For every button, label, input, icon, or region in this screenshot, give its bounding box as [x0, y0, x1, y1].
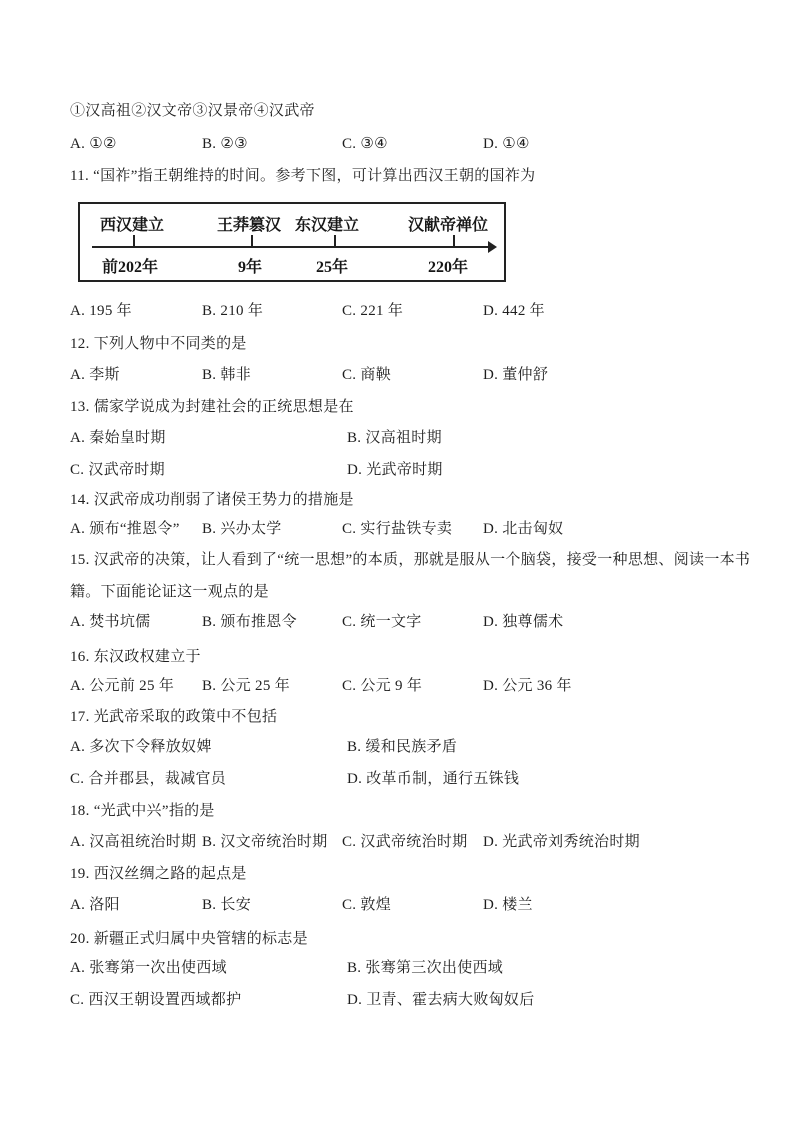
question-13-options-row-2 — [0, 460, 793, 484]
timeline-diagram — [78, 202, 506, 282]
question-16-options-row — [0, 676, 793, 700]
question-10-options-row — [0, 134, 793, 158]
question-13-option-a: A. 秦始皇时期 — [70, 430, 166, 446]
question-20-options-row-2 — [0, 990, 793, 1014]
question-18-options-row — [0, 832, 793, 856]
question-14-options-row — [0, 519, 793, 543]
question-14-option-a: A. 颁布“推恩令” — [70, 521, 180, 537]
question-17-option-b: B. 缓和民族矛盾 — [347, 739, 458, 755]
question-12-option-d: D. 董仲舒 — [483, 367, 549, 383]
question-20-stem: 20. 新疆正式归属中央管辖的标志是 — [70, 931, 308, 947]
question-12-option-c: C. 商鞅 — [342, 367, 392, 383]
question-13-option-c: C. 汉武帝时期 — [70, 462, 165, 478]
timeline-event-label: 西汉建立 — [100, 217, 165, 234]
question-18-option-d: D. 光武帝刘秀统治时期 — [483, 834, 640, 850]
question-12-options-row — [0, 365, 793, 389]
question-11-options-row — [0, 301, 793, 325]
question-14-option-b: B. 兴办太学 — [202, 521, 282, 537]
question-19-option-c: C. 敦煌 — [342, 897, 392, 913]
question-19-option-a: A. 洛阳 — [70, 897, 120, 913]
question-12-option-b: B. 韩非 — [202, 367, 252, 383]
question-14-stem: 14. 汉武帝成功削弱了诸侯王势力的措施是 — [70, 492, 354, 508]
timeline-arrowhead-icon — [488, 241, 497, 253]
question-16-option-b: B. 公元 25 年 — [202, 678, 291, 694]
question-18-stem: 18. “光武中兴”指的是 — [70, 803, 215, 819]
timeline-tick — [453, 235, 455, 247]
question-15-options-row — [0, 612, 793, 636]
question-14-stem-row — [0, 490, 793, 514]
question-16-option-d: D. 公元 36 年 — [483, 678, 572, 694]
question-10-option-d: D. ①④ — [483, 136, 530, 152]
question-15-stem-line2: 籍。下面能论证这一观点的是 — [70, 584, 269, 600]
question-20-stem-row — [0, 929, 793, 953]
question-15-option-d: D. 独尊儒术 — [483, 614, 564, 630]
timeline-event-year: 前202年 — [102, 259, 159, 276]
question-11-option-a: A. 195 年 — [70, 303, 132, 319]
question-11-option-d: D. 442 年 — [483, 303, 545, 319]
question-18-option-b: B. 汉文帝统治时期 — [202, 834, 328, 850]
question-10-option-a: A. ①② — [70, 136, 117, 152]
question-19-option-d: D. 楼兰 — [483, 897, 533, 913]
question-10-stem-tail-row — [0, 101, 793, 125]
question-18-option-a: A. 汉高祖统治时期 — [70, 834, 197, 850]
question-20-option-d: D. 卫青、霍去病大败匈奴后 — [347, 992, 535, 1008]
timeline-event-year: 9年 — [238, 259, 263, 276]
question-19-stem-row — [0, 864, 793, 888]
question-16-stem: 16. 东汉政权建立于 — [70, 649, 201, 665]
question-11-option-b: B. 210 年 — [202, 303, 264, 319]
timeline-event-label: 汉献帝禅位 — [408, 217, 489, 234]
question-13-option-b: B. 汉高祖时期 — [347, 430, 442, 446]
question-15-option-b: B. 颁布推恩令 — [202, 614, 297, 630]
question-15-stem-line1: 15. 汉武帝的决策，让人看到了“统一思想”的本质，那就是服从一个脑袋，接受一种思想、阅读一本书 — [70, 552, 751, 568]
timeline-event-label: 王莽篡汉 — [217, 217, 282, 234]
timeline-event-label: 东汉建立 — [295, 217, 360, 234]
question-17-options-row-1 — [0, 737, 793, 761]
question-14-option-d: D. 北击匈奴 — [483, 521, 564, 537]
question-12-stem: 12. 下列人物中不同类的是 — [70, 336, 247, 352]
question-15-stem-row-1 — [0, 550, 793, 574]
timeline-tick — [133, 235, 135, 247]
question-20-options-row-1 — [0, 958, 793, 982]
question-15-stem-row-2 — [0, 582, 793, 606]
timeline-event-year: 25年 — [316, 259, 349, 276]
question-17-stem-row — [0, 707, 793, 731]
question-10-option-c: C. ③④ — [342, 136, 388, 152]
question-20-option-c: C. 西汉王朝设置西域都护 — [70, 992, 242, 1008]
question-16-option-c: C. 公元 9 年 — [342, 678, 423, 694]
question-16-option-a: A. 公元前 25 年 — [70, 678, 175, 694]
question-20-option-a: A. 张骞第一次出使西域 — [70, 960, 227, 976]
timeline-axis — [92, 246, 490, 248]
question-10-stem-tail: ①汉高祖②汉文帝③汉景帝④汉武帝 — [70, 103, 315, 119]
question-20-option-b: B. 张骞第三次出使西域 — [347, 960, 504, 976]
question-11-option-c: C. 221 年 — [342, 303, 404, 319]
question-17-stem: 17. 光武帝采取的政策中不包括 — [70, 709, 278, 725]
question-11-stem: 11. “国祚”指王朝维持的时间。参考下图，可计算出西汉王朝的国祚为 — [70, 168, 536, 184]
timeline-tick — [334, 235, 336, 247]
question-17-option-c: C. 合并郡县，裁减官员 — [70, 771, 227, 787]
question-19-options-row — [0, 895, 793, 919]
question-15-option-a: A. 焚书坑儒 — [70, 614, 151, 630]
question-13-stem: 13. 儒家学说成为封建社会的正统思想是在 — [70, 399, 354, 415]
question-18-stem-row — [0, 801, 793, 825]
question-10-option-b: B. ②③ — [202, 136, 248, 152]
timeline-tick — [251, 235, 253, 247]
question-18-option-c: C. 汉武帝统治时期 — [342, 834, 468, 850]
question-19-option-b: B. 长安 — [202, 897, 252, 913]
question-16-stem-row — [0, 647, 793, 671]
question-13-stem-row — [0, 397, 793, 421]
question-19-stem: 19. 西汉丝绸之路的起点是 — [70, 866, 247, 882]
question-17-options-row-2 — [0, 769, 793, 793]
question-14-option-c: C. 实行盐铁专卖 — [342, 521, 453, 537]
question-17-option-a: A. 多次下令释放奴婢 — [70, 739, 212, 755]
question-13-option-d: D. 光武帝时期 — [347, 462, 443, 478]
timeline-event-year: 220年 — [428, 259, 469, 276]
question-15-option-c: C. 统一文字 — [342, 614, 422, 630]
question-13-options-row-1 — [0, 428, 793, 452]
question-17-option-d: D. 改革币制，通行五铢钱 — [347, 771, 520, 787]
question-11-stem-row — [0, 166, 793, 190]
question-12-stem-row — [0, 334, 793, 358]
question-12-option-a: A. 李斯 — [70, 367, 120, 383]
